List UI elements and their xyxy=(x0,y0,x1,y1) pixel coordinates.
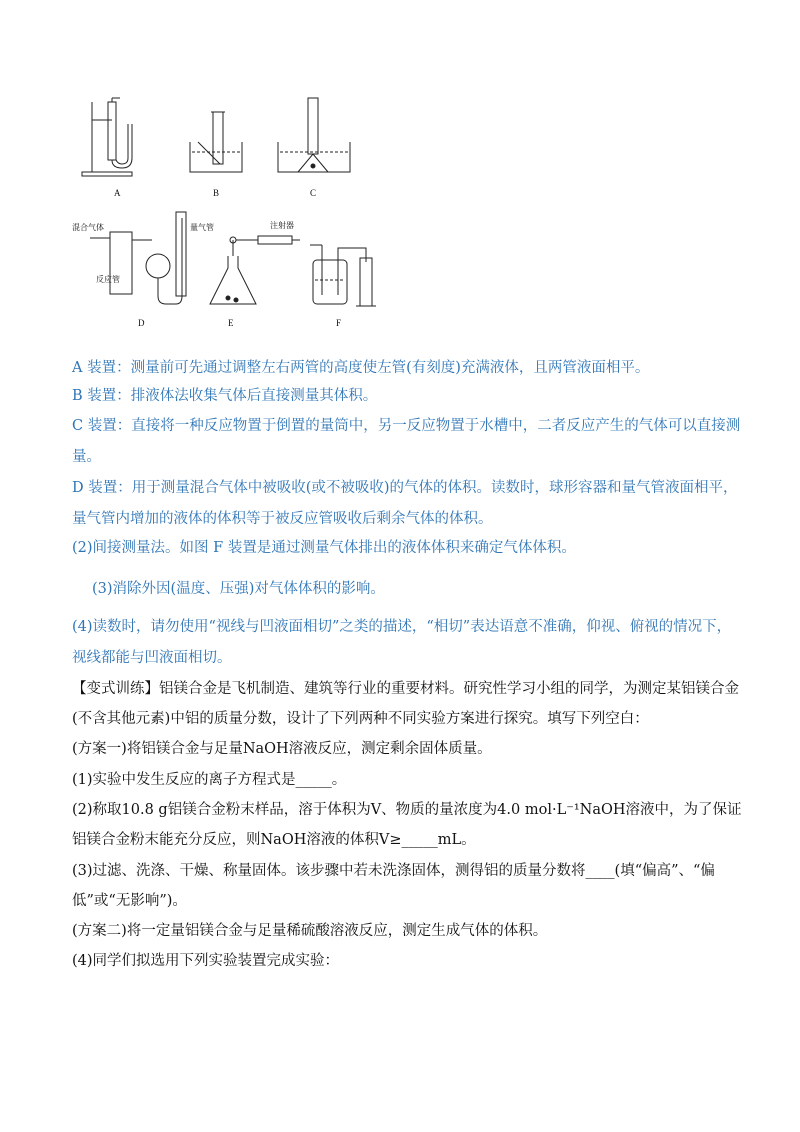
explanation-line-10: 视线都能与凹液面相切。 xyxy=(72,650,232,666)
explanation-line-1: A 装置：测量前可先通过调整左右两管的高度使左管(有刻度)充满液体，且两管液面相平。 xyxy=(72,360,650,376)
caption-a: A xyxy=(114,188,121,198)
exercise-line-6: 铝镁合金粉末能充分反应，则NaOH溶液的体积V≥_____mL。 xyxy=(72,832,476,848)
apparatus-figure xyxy=(70,90,420,335)
apparatus-c xyxy=(278,98,350,172)
caption-d: D xyxy=(138,318,145,328)
explanation-line-2: B 装置：排液体法收集气体后直接测量其体积。 xyxy=(72,388,378,404)
explanation-line-7: (2)间接测量法。如图 F 装置是通过测量气体排出的液体体积来确定气体体积。 xyxy=(72,540,576,556)
explanation-line-4: 量。 xyxy=(72,449,101,465)
explanation-line-3: C 装置：直接将一种反应物置于倒置的量筒中，另一反应物置于水槽中，二者反应产生的气体可以直接测 xyxy=(72,418,741,434)
apparatus-a xyxy=(82,98,132,176)
explanation-line-5: D 装置：用于测量混合气体中被吸收(或不被吸收)的气体的体积。读数时，球形容器和量气管液面相平， xyxy=(72,480,738,496)
exercise-line-4: (1)实验中发生反应的离子方程式是_____。 xyxy=(72,772,347,788)
label-syringe: 注射器 xyxy=(270,221,294,230)
exercise-line-9: (方案二)将一定量铝镁合金与足量稀硫酸溶液反应，测定生成气体的体积。 xyxy=(72,923,548,939)
apparatus-f xyxy=(310,245,376,306)
label-gas-burette: 量气管 xyxy=(190,223,214,232)
caption-c: C xyxy=(310,188,317,198)
apparatus-e xyxy=(210,236,300,304)
caption-e: E xyxy=(228,318,234,328)
exercise-line-3: (方案一)将铝镁合金与足量NaOH溶液反应，测定剩余固体质量。 xyxy=(72,741,492,757)
exercise-line-1: 【变式训练】铝镁合金是飞机制造、建筑等行业的重要材料。研究性学习小组的同学，为测定某铝镁合金 xyxy=(72,681,739,697)
caption-b: B xyxy=(213,188,220,198)
caption-f: F xyxy=(336,318,342,328)
exercise-line-10: (4)同学们拟选用下列实验装置完成实验： xyxy=(72,953,340,969)
exercise-line-7: (3)过滤、洗涤、干燥、称量固体。该步骤中若未洗涤固体，测得铝的质量分数将____(填“偏高”、“偏 xyxy=(72,863,715,879)
explanation-line-8: (3)消除外因(温度、压强)对气体体积的影响。 xyxy=(92,581,385,597)
apparatus-d xyxy=(90,212,186,304)
label-mixed-gas: 混合气体 xyxy=(72,223,104,232)
exercise-line-5: (2)称取10.8 g铝镁合金粉末样品，溶于体积为V、物质的量浓度为4.0 mol·L⁻¹NaOH溶液中，为了保证 xyxy=(72,802,742,818)
label-reaction-tube: 反应管 xyxy=(96,275,120,284)
explanation-line-6: 量气管内增加的液体的体积等于被反应管吸收后剩余气体的体积。 xyxy=(72,511,493,527)
exercise-line-2: (不含其他元素)中铝的质量分数，设计了下列两种不同实验方案进行探究。填写下列空白： xyxy=(72,711,649,727)
apparatus-b xyxy=(190,112,242,172)
explanation-line-9: (4)读数时，请勿使用“视线与凹液面相切”之类的描述，“相切”表达语意不准确，仰视、俯视的情况下， xyxy=(72,619,732,635)
exercise-line-8: 低”或“无影响”)。 xyxy=(72,893,187,909)
